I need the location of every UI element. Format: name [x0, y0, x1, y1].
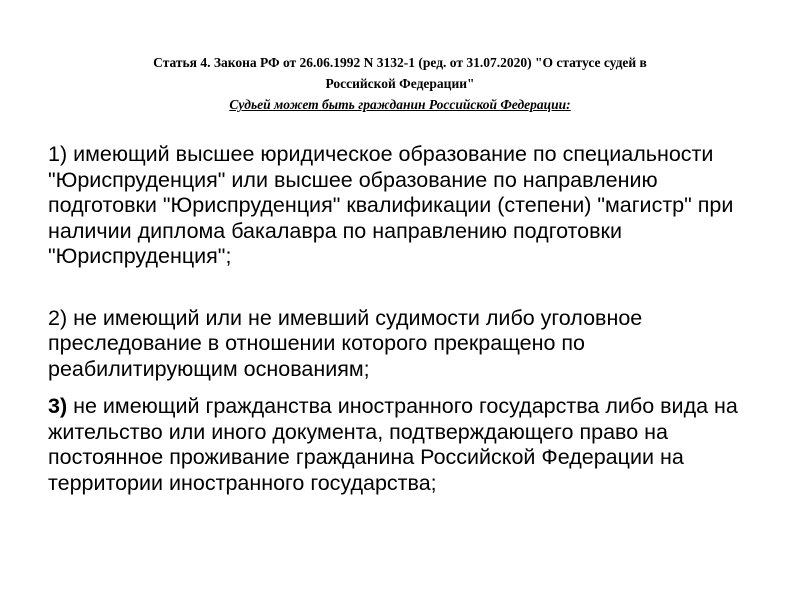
- item-number: 2: [48, 305, 60, 330]
- requirement-item-3: [48, 394, 760, 496]
- item-number: 3: [48, 394, 60, 418]
- law-title-line-2: Российской Федерации": [325, 76, 475, 91]
- item-text: имеющий высшее юридическое образование по специальности "Юриспруденция" или высшее образование по направлению подготовки "Юриспруденция" квалификации (степени) "магистр" при наличии диплома бакалавра по направлению подготовки "Юриспруденция";: [48, 142, 734, 268]
- item-text: не имеющий гражданства иностранного государства либо вида на жительство или иного документа, подтверждающего право на постоянное проживание гражданина Российской Федерации на территории иностранного государства;: [48, 394, 738, 495]
- item-text: не имеющий или не имевший судимости либо уголовное преследование в отношении которого прекращено по реабилитирующим основаниям;: [48, 305, 643, 381]
- item-paren: ): [59, 142, 68, 166]
- law-title-line-1: Статья 4. Закона РФ от 26.06.1992 N 3132-1 (ред. от 31.07.2020) "О статусе судей в: [153, 55, 647, 70]
- requirement-item-2: [48, 306, 760, 383]
- section-subtitle: Судьей может быть гражданин Российской Федерации:: [229, 97, 571, 112]
- item-paren: ): [59, 305, 68, 330]
- requirements-list: [48, 142, 760, 496]
- item-number: 1: [48, 142, 60, 166]
- requirement-item-1: [48, 142, 760, 270]
- document-header: [40, 52, 760, 115]
- item-paren: ): [59, 394, 68, 418]
